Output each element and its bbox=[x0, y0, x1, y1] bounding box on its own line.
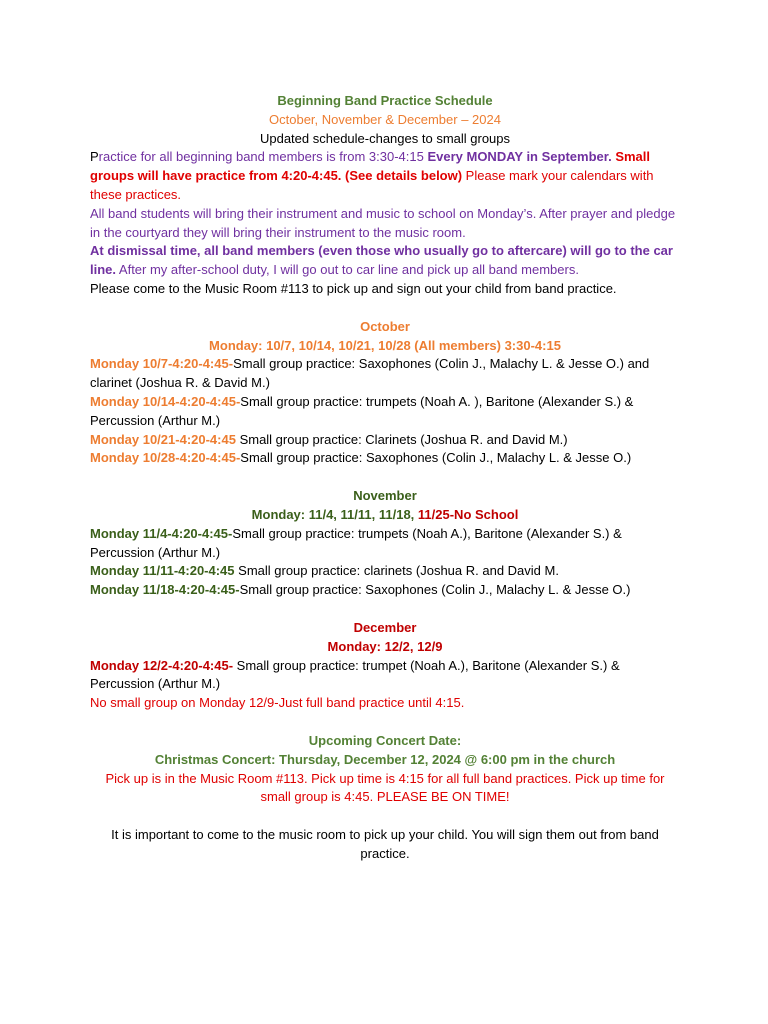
december-mondays: Monday: 12/2, 12/9 bbox=[327, 638, 443, 654]
car-line-note: After my after-school duty, I will go out to car line and pick up all band members. bbox=[116, 262, 579, 278]
intro-every-monday: Every MONDAY in September. bbox=[427, 149, 612, 165]
schedule-detail: Small group practice: Clarinets (Joshua R. and David M.) bbox=[235, 431, 568, 447]
dismissal-note: At dismissal time, all band members (even those who usually go to aftercare) will go to the car line. bbox=[90, 243, 673, 278]
schedule-date: Monday 11/4-4:20-4:45- bbox=[90, 525, 233, 541]
schedule-detail: Small group practice: Saxophones (Colin J., Malachy L. & Jesse O.) bbox=[239, 582, 631, 598]
schedule-item bbox=[90, 393, 680, 431]
schedule-date: Monday 10/14-4:20-4:45- bbox=[90, 393, 241, 409]
intro-small-groups: Small groups will have practice from 4:20-4:45. (See details below) bbox=[90, 149, 651, 184]
schedule-date: Monday 11/18-4:20-4:45- bbox=[90, 582, 240, 598]
schedule-detail: Small group practice: Saxophones (Colin J., Malachy L. & Jesse O.) and clarinet (Joshua R. & David M.) bbox=[90, 356, 650, 391]
intro-paragraph-2: All band students will bring their instrument and music to school on Monday’s. After prayer and pledge in the courtyard they will bring their instrument to the music room. bbox=[90, 205, 676, 240]
intro-first-letter: P bbox=[90, 149, 99, 165]
schedule-item bbox=[90, 581, 680, 600]
intro-calendar-note: Please mark your calendars with these practices. bbox=[90, 168, 654, 202]
november-mondays bbox=[90, 506, 680, 525]
schedule-date: Monday 10/28-4:20-4:45- bbox=[90, 450, 241, 466]
no-school-note: 11/25-No School bbox=[417, 506, 519, 522]
october-mondays: Monday: 10/7, 10/14, 10/21, 10/28 (All members) 3:30-4:15 bbox=[209, 337, 561, 353]
updated-note: Updated schedule-changes to small groups bbox=[259, 130, 511, 146]
schedule-date: Monday 10/7-4:20-4:45- bbox=[90, 356, 234, 372]
pickup-note: Pick up is in the Music Room #113. Pick up time is 4:15 for all full band practices. Pick up time for small group is 4:45. PLEASE BE ON TIME! bbox=[105, 770, 665, 805]
schedule-item bbox=[90, 525, 680, 563]
date-range: October, November & December – 2024 bbox=[269, 111, 501, 127]
intro-paragraph-3 bbox=[90, 242, 680, 280]
schedule-item bbox=[90, 562, 680, 581]
concert-heading: Upcoming Concert Date: bbox=[308, 732, 462, 748]
november-heading: November bbox=[353, 488, 417, 504]
closing-note: It is important to come to the music room to pick up your child. You will sign them out from band practice. bbox=[111, 827, 659, 861]
intro-practice-time: ractice for all beginning band members is from 3:30-4:15 bbox=[98, 149, 428, 165]
schedule-detail: Small group practice: trumpet (Noah A.), Baritone (Alexander S.) & Percussion (Arthur M.) bbox=[90, 657, 620, 692]
schedule-item bbox=[90, 431, 680, 450]
intro-paragraph-4: Please come to the Music Room #113 to pick up and sign out your child from band practice. bbox=[90, 280, 617, 296]
intro-paragraph-1 bbox=[90, 148, 680, 204]
concert-detail: Christmas Concert: Thursday, December 12, 2024 @ 6:00 pm in the church bbox=[154, 751, 616, 767]
schedule-detail: Small group practice: clarinets (Joshua R. and David M. bbox=[234, 563, 559, 579]
schedule-detail: Small group practice: trumpets (Noah A.), Baritone (Alexander S.) & Percussion (Arthur M.) bbox=[90, 525, 622, 560]
december-note: No small group on Monday 12/9-Just full band practice until 4:15. bbox=[90, 695, 465, 711]
schedule-detail: Small group practice: Saxophones (Colin J., Malachy L. & Jesse O.) bbox=[240, 450, 632, 466]
document-title: Beginning Band Practice Schedule bbox=[277, 93, 493, 108]
schedule-date: Monday 12/2-4:20-4:45- bbox=[90, 657, 234, 673]
schedule-item bbox=[90, 449, 680, 468]
schedule-date: Monday 10/21-4:20-4:45 bbox=[90, 431, 236, 447]
schedule-item bbox=[90, 657, 680, 695]
schedule-item bbox=[90, 355, 680, 393]
november-dates: Monday: 11/4, 11/11, 11/18, bbox=[251, 506, 418, 522]
document-page bbox=[90, 92, 680, 864]
schedule-date: Monday 11/11-4:20-4:45 bbox=[90, 563, 235, 579]
schedule-detail: Small group practice: trumpets (Noah A. ), Baritone (Alexander S.) & Percussion (Arthur M.) bbox=[90, 393, 634, 428]
october-heading: October bbox=[360, 318, 410, 334]
december-heading: December bbox=[353, 619, 417, 635]
